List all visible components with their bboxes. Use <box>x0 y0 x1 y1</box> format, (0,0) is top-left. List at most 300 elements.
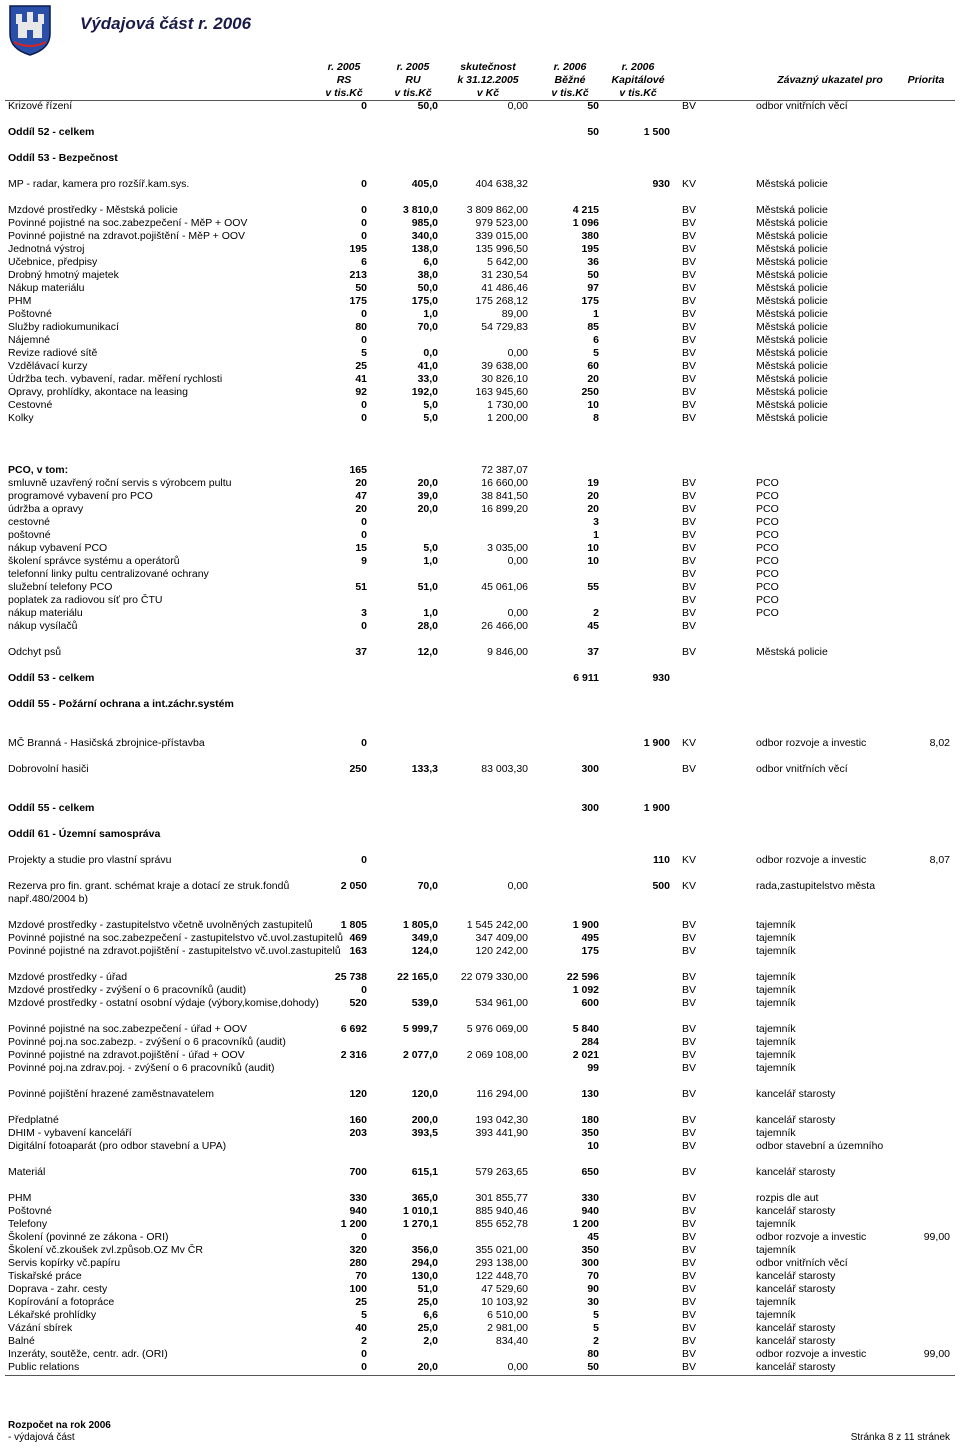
value-rs-2005: 0 <box>361 737 367 749</box>
value-rs-2005: 0 <box>361 1361 367 1373</box>
table-row <box>0 217 960 230</box>
expense-type: BV <box>682 347 697 359</box>
row-label: PHM <box>8 295 32 307</box>
expense-type: BV <box>682 1283 697 1295</box>
row-label: Kopírování a fotopráce <box>8 1296 115 1308</box>
value-rs-2005: 0 <box>361 529 367 541</box>
table-row <box>0 1244 960 1257</box>
value-rs-2005: 0 <box>361 1348 367 1360</box>
value-rs-2005: 70 <box>355 1270 367 1282</box>
value-capital-2006: 1 900 <box>643 737 670 749</box>
value-current-2006: 50 <box>587 100 599 112</box>
value-rs-2005: 25 738 <box>334 971 367 983</box>
row-label: Mzdové prostředky - zastupitelstvo včetně uvolněných zastupitelů <box>8 919 313 931</box>
table-row <box>0 1088 960 1101</box>
value-current-2006: 85 <box>587 321 599 333</box>
expense-type: BV <box>682 1218 697 1230</box>
value-ru-2005: 124,0 <box>411 945 438 957</box>
value-rs-2005: 37 <box>355 646 367 658</box>
expense-type: BV <box>682 295 697 307</box>
row-label: Balné <box>8 1335 35 1347</box>
expense-type: BV <box>682 412 697 424</box>
responsible-unit: tajemník <box>756 1127 796 1139</box>
value-ru-2005: 2 077,0 <box>402 1049 438 1061</box>
row-label: MP - radar, kamera pro rozšíř.kam.sys. <box>8 178 190 190</box>
value-current-2006: 350 <box>581 1127 599 1139</box>
responsible-unit: kancelář starosty <box>756 1088 836 1100</box>
row-label: Krizové řízení <box>8 100 73 112</box>
value-current-2006: 19 <box>587 477 599 489</box>
value-ru-2005: 3 810,0 <box>402 204 438 216</box>
row-label: Služby radiokumunikací <box>8 321 119 333</box>
value-capital-2006: 500 <box>652 880 670 892</box>
responsible-unit: Městská policie <box>756 334 828 346</box>
value-rs-2005: 5 <box>361 1309 367 1321</box>
value-current-2006: 350 <box>581 1244 599 1256</box>
value-current-2006: 650 <box>581 1166 599 1178</box>
responsible-unit: odbor vnitřních věcí <box>756 763 848 775</box>
responsible-unit: Městská policie <box>756 360 828 372</box>
expense-type: BV <box>682 386 697 398</box>
value-capital-2006: 1 900 <box>643 802 670 814</box>
row-label: PHM <box>8 1192 32 1204</box>
header-actual-2005: skutečnost k 31.12.2005 v Kč <box>457 61 519 99</box>
expense-type: BV <box>682 399 697 411</box>
value-rs-2005: 3 <box>361 607 367 619</box>
table-row <box>0 1062 960 1075</box>
value-current-2006: 50 <box>587 126 599 138</box>
value-rs-2005: 25 <box>355 360 367 372</box>
value-current-2006: 2 <box>593 607 599 619</box>
value-current-2006: 20 <box>587 490 599 502</box>
responsible-unit: tajemník <box>756 932 796 944</box>
table-row <box>0 282 960 295</box>
expense-type: BV <box>682 1348 697 1360</box>
expense-type: BV <box>682 997 697 1009</box>
value-ru-2005: 33,0 <box>417 373 438 385</box>
table-row <box>0 763 960 776</box>
expense-type: BV <box>682 1114 697 1126</box>
value-current-2006: 300 <box>581 1257 599 1269</box>
table-row <box>0 269 960 282</box>
responsible-unit: Městská policie <box>756 373 828 385</box>
table-row <box>0 360 960 373</box>
value-actual-2005: 404 638,32 <box>475 178 528 190</box>
responsible-unit: kancelář starosty <box>756 1270 836 1282</box>
priority-value: 99,00 <box>923 1231 950 1243</box>
responsible-unit: rada,zastupitelstvo města <box>756 880 876 892</box>
expense-type: BV <box>682 373 697 385</box>
responsible-unit: Městská policie <box>756 412 828 424</box>
value-ru-2005: 39,0 <box>417 490 438 502</box>
value-current-2006: 180 <box>581 1114 599 1126</box>
value-ru-2005: 1 805,0 <box>402 919 438 931</box>
value-ru-2005: 51,0 <box>417 581 438 593</box>
expense-type: BV <box>682 1088 697 1100</box>
row-label: Oddíl 53 - Bezpečnost <box>8 152 118 164</box>
value-rs-2005: 25 <box>355 1296 367 1308</box>
row-label: Mzdové prostředky - zvýšení o 6 pracovníků (audit) <box>8 984 247 996</box>
value-current-2006: 50 <box>587 1361 599 1373</box>
value-rs-2005: 520 <box>349 997 367 1009</box>
row-label: nákup materiálu <box>8 607 83 619</box>
expense-type: BV <box>682 1257 697 1269</box>
value-ru-2005: 0,0 <box>423 347 438 359</box>
value-ru-2005: 6,6 <box>423 1309 438 1321</box>
expense-type: BV <box>682 1231 697 1243</box>
value-ru-2005: 41,0 <box>417 360 438 372</box>
value-actual-2005: 1 200,00 <box>487 412 528 424</box>
value-rs-2005: 280 <box>349 1257 367 1269</box>
value-rs-2005: 0 <box>361 412 367 424</box>
row-label: DHIM - vybavení kanceláří <box>8 1127 132 1139</box>
value-actual-2005: 2 069 108,00 <box>466 1049 528 1061</box>
table-row <box>0 1361 960 1374</box>
row-label: Učebnice, předpisy <box>8 256 98 268</box>
value-current-2006: 5 <box>593 1322 599 1334</box>
value-ru-2005: 5,0 <box>423 542 438 554</box>
value-actual-2005: 2 981,00 <box>487 1322 528 1334</box>
row-label: nákup vysílačů <box>8 620 78 632</box>
value-current-2006: 99 <box>587 1062 599 1074</box>
value-ru-2005: 200,0 <box>411 1114 438 1126</box>
value-capital-2006: 1 500 <box>643 126 670 138</box>
responsible-unit: tajemník <box>756 945 796 957</box>
responsible-unit: PCO <box>756 607 779 619</box>
header-priority: Priorita <box>907 74 945 86</box>
value-actual-2005: 301 855,77 <box>475 1192 528 1204</box>
table-row <box>0 542 960 555</box>
value-current-2006: 22 596 <box>566 971 599 983</box>
value-ru-2005: 138,0 <box>411 243 438 255</box>
table-row <box>0 997 960 1010</box>
table-row <box>0 893 960 906</box>
row-label: Nákup materiálu <box>8 282 85 294</box>
value-current-2006: 495 <box>581 932 599 944</box>
value-ru-2005: 1 270,1 <box>402 1218 438 1230</box>
responsible-unit: tajemník <box>756 1049 796 1061</box>
value-rs-2005: 0 <box>361 984 367 996</box>
value-current-2006: 600 <box>581 997 599 1009</box>
responsible-unit: Městská policie <box>756 256 828 268</box>
expense-type: BV <box>682 984 697 996</box>
value-ru-2005: 25,0 <box>417 1322 438 1334</box>
table-row <box>0 620 960 633</box>
value-actual-2005: 885 940,46 <box>475 1205 528 1217</box>
value-actual-2005: 0,00 <box>507 100 528 112</box>
value-ru-2005: 5,0 <box>423 399 438 411</box>
value-current-2006: 1 <box>593 308 599 320</box>
value-ru-2005: 130,0 <box>411 1270 438 1282</box>
value-current-2006: 10 <box>587 555 599 567</box>
expense-type: BV <box>682 581 697 593</box>
responsible-unit: odbor rozvoje a investic <box>756 1348 867 1360</box>
responsible-unit: PCO <box>756 477 779 489</box>
responsible-unit: Městská policie <box>756 321 828 333</box>
responsible-unit: odbor vnitřních věcí <box>756 100 848 112</box>
responsible-unit: tajemník <box>756 1296 796 1308</box>
value-ru-2005: 1 010,1 <box>402 1205 438 1217</box>
row-label: Oddíl 55 - celkem <box>8 802 95 814</box>
value-ru-2005: 51,0 <box>417 1283 438 1295</box>
responsible-unit: odbor stavební a územního <box>756 1140 884 1152</box>
value-ru-2005: 22 165,0 <box>397 971 438 983</box>
row-label: Povinné pojistné na zdravot.pojištění - úřad + OOV <box>8 1049 245 1061</box>
row-label: Školení vč.zkoušek zvl.způsob.OZ Mv ČR <box>8 1244 203 1256</box>
value-actual-2005: 9 846,00 <box>487 646 528 658</box>
row-label: Oddíl 61 - Územní samospráva <box>8 828 161 840</box>
value-ru-2005: 5 999,7 <box>402 1023 438 1035</box>
value-ru-2005: 12,0 <box>417 646 438 658</box>
value-current-2006: 300 <box>581 763 599 775</box>
table-row <box>0 243 960 256</box>
value-actual-2005: 83 003,30 <box>481 763 528 775</box>
row-label: Oddíl 52 - celkem <box>8 126 95 138</box>
row-label: Telefony <box>8 1218 48 1230</box>
table-row <box>0 698 960 711</box>
value-rs-2005: 2 050 <box>340 880 367 892</box>
row-label: Vázání sbírek <box>8 1322 73 1334</box>
value-current-2006: 20 <box>587 503 599 515</box>
responsible-unit: PCO <box>756 568 779 580</box>
responsible-unit: tajemník <box>756 1218 796 1230</box>
row-label: Inzeráty, soutěže, centr. adr. (ORI) <box>8 1348 168 1360</box>
value-actual-2005: 45 061,06 <box>481 581 528 593</box>
value-actual-2005: 30 826,10 <box>481 373 528 385</box>
value-actual-2005: 979 523,00 <box>475 217 528 229</box>
row-label: Povinné poj.na zdrav.poj. - zvýšení o 6 pracovníků (audit) <box>8 1062 275 1074</box>
expense-type: BV <box>682 932 697 944</box>
value-ru-2005: 50,0 <box>417 100 438 112</box>
table-row <box>0 919 960 932</box>
header-capital-2006: r. 2006 Kapitálové v tis.Kč <box>611 61 665 99</box>
row-label: Oddíl 55 - Požární ochrana a int.záchr.systém <box>8 698 234 710</box>
value-actual-2005: 1 545 242,00 <box>466 919 528 931</box>
expense-type: BV <box>682 646 697 658</box>
expense-type: BV <box>682 607 697 619</box>
responsible-unit: tajemník <box>756 919 796 931</box>
responsible-unit: Městská policie <box>756 646 828 658</box>
value-rs-2005: 5 <box>361 347 367 359</box>
value-current-2006: 1 <box>593 529 599 541</box>
expense-type: KV <box>682 880 697 892</box>
responsible-unit: kancelář starosty <box>756 1205 836 1217</box>
value-rs-2005: 2 316 <box>340 1049 367 1061</box>
value-rs-2005: 469 <box>349 932 367 944</box>
value-current-2006: 55 <box>587 581 599 593</box>
value-ru-2005: 1,0 <box>423 607 438 619</box>
value-ru-2005: 175,0 <box>411 295 438 307</box>
value-rs-2005: 80 <box>355 321 367 333</box>
expense-type: BV <box>682 282 697 294</box>
table-row <box>0 1192 960 1205</box>
expense-type: BV <box>682 1296 697 1308</box>
value-actual-2005: 5 976 069,00 <box>466 1023 528 1035</box>
value-rs-2005: 100 <box>349 1283 367 1295</box>
value-rs-2005: 6 <box>361 256 367 268</box>
row-label: Tiskařské práce <box>8 1270 82 1282</box>
table-row <box>0 126 960 139</box>
value-current-2006: 37 <box>587 646 599 658</box>
value-rs-2005: 0 <box>361 854 367 866</box>
expense-type: BV <box>682 1166 697 1178</box>
responsible-unit: PCO <box>756 503 779 515</box>
value-rs-2005: 9 <box>361 555 367 567</box>
table-row <box>0 399 960 412</box>
expense-type: BV <box>682 620 697 632</box>
table-row <box>0 828 960 841</box>
value-rs-2005: 213 <box>349 269 367 281</box>
value-ru-2005: 5,0 <box>423 412 438 424</box>
expense-type: KV <box>682 854 697 866</box>
responsible-unit: tajemník <box>756 997 796 1009</box>
table-row <box>0 386 960 399</box>
row-label: Školení (povinné ze zákona - ORI) <box>8 1231 169 1243</box>
value-rs-2005: 0 <box>361 399 367 411</box>
row-label: PCO, v tom: <box>8 464 69 476</box>
table-row <box>0 672 960 685</box>
expense-type: BV <box>682 321 697 333</box>
expense-type: BV <box>682 516 697 528</box>
value-ru-2005: 294,0 <box>411 1257 438 1269</box>
responsible-unit: rozpis dle aut <box>756 1192 819 1204</box>
value-actual-2005: 393 441,90 <box>475 1127 528 1139</box>
expense-type: BV <box>682 490 697 502</box>
table-row <box>0 308 960 321</box>
value-current-2006: 175 <box>581 945 599 957</box>
value-actual-2005: 293 138,00 <box>475 1257 528 1269</box>
value-rs-2005: 0 <box>361 620 367 632</box>
expense-type: BV <box>682 1309 697 1321</box>
value-current-2006: 5 <box>593 1309 599 1321</box>
row-label: Poštovné <box>8 1205 52 1217</box>
value-actual-2005: 39 638,00 <box>481 360 528 372</box>
table-row <box>0 1166 960 1179</box>
value-actual-2005: 339 015,00 <box>475 230 528 242</box>
responsible-unit: odbor rozvoje a investic <box>756 1231 867 1243</box>
value-current-2006: 10 <box>587 542 599 554</box>
value-actual-2005: 72 387,07 <box>481 464 528 476</box>
value-actual-2005: 5 642,00 <box>487 256 528 268</box>
responsible-unit: Městská policie <box>756 217 828 229</box>
table-row <box>0 1205 960 1218</box>
value-ru-2005: 192,0 <box>411 386 438 398</box>
row-label: Cestovné <box>8 399 53 411</box>
responsible-unit: Městská policie <box>756 399 828 411</box>
value-current-2006: 2 021 <box>572 1049 599 1061</box>
table-row <box>0 1023 960 1036</box>
value-rs-2005: 0 <box>361 100 367 112</box>
table-row <box>0 1036 960 1049</box>
value-ru-2005: 365,0 <box>411 1192 438 1204</box>
table-row <box>0 880 960 893</box>
value-current-2006: 250 <box>581 386 599 398</box>
row-label: Povinné pojistné na soc.zabezpečení - MěP + OOV <box>8 217 248 229</box>
expense-type: BV <box>682 971 697 983</box>
responsible-unit: tajemník <box>756 1023 796 1035</box>
value-rs-2005: 0 <box>361 308 367 320</box>
row-label: Povinné pojistné na zdravot.pojištění - MěP + OOV <box>8 230 246 242</box>
value-current-2006: 1 092 <box>572 984 599 996</box>
responsible-unit: Městská policie <box>756 282 828 294</box>
expense-type: BV <box>682 477 697 489</box>
value-rs-2005: 165 <box>349 464 367 476</box>
value-actual-2005: 355 021,00 <box>475 1244 528 1256</box>
table-row <box>0 295 960 308</box>
value-rs-2005: 940 <box>349 1205 367 1217</box>
value-current-2006: 330 <box>581 1192 599 1204</box>
expense-type: KV <box>682 737 697 749</box>
value-rs-2005: 330 <box>349 1192 367 1204</box>
value-actual-2005: 16 899,20 <box>481 503 528 515</box>
value-current-2006: 4 215 <box>572 204 599 216</box>
value-actual-2005: 0,00 <box>507 347 528 359</box>
expense-type: BV <box>682 230 697 242</box>
table-row <box>0 100 960 113</box>
expense-type: BV <box>682 568 697 580</box>
responsible-unit: tajemník <box>756 1244 796 1256</box>
row-label: Vzdělávací kurzy <box>8 360 88 372</box>
value-rs-2005: 0 <box>361 334 367 346</box>
row-label: Rezerva pro fin. grant. schémat kraje a dotací ze struk.fondů <box>8 880 290 892</box>
responsible-unit: PCO <box>756 529 779 541</box>
row-label: Revize radiové sítě <box>8 347 98 359</box>
row-label: Mzdové prostředky - úřad <box>8 971 128 983</box>
table-row <box>0 568 960 581</box>
value-ru-2005: 6,0 <box>423 256 438 268</box>
value-current-2006: 60 <box>587 360 599 372</box>
value-rs-2005: 20 <box>355 477 367 489</box>
value-capital-2006: 930 <box>652 672 670 684</box>
value-current-2006: 940 <box>581 1205 599 1217</box>
table-row <box>0 1114 960 1127</box>
responsible-unit: odbor vnitřních věcí <box>756 1257 848 1269</box>
row-label: Public relations <box>8 1361 80 1373</box>
value-actual-2005: 6 510,00 <box>487 1309 528 1321</box>
row-label: Digitální fotoaparát (pro odbor stavební a UPA) <box>8 1140 227 1152</box>
value-current-2006: 1 900 <box>572 919 599 931</box>
priority-value: 99,00 <box>923 1348 950 1360</box>
table-row <box>0 1283 960 1296</box>
value-current-2006: 50 <box>587 269 599 281</box>
expense-type: BV <box>682 243 697 255</box>
responsible-unit: kancelář starosty <box>756 1114 836 1126</box>
value-ru-2005: 1,0 <box>423 555 438 567</box>
row-label: Mzdové prostředky - Městská policie <box>8 204 178 216</box>
responsible-unit: odbor rozvoje a investic <box>756 854 867 866</box>
value-actual-2005: 10 103,92 <box>481 1296 528 1308</box>
value-ru-2005: 349,0 <box>411 932 438 944</box>
footer-left: Rozpočet na rok 2006 - výdajová část <box>8 1420 111 1443</box>
expense-type: BV <box>682 555 697 567</box>
table-row <box>0 373 960 386</box>
row-label: MČ Branná - Hasičská zbrojnice-přístavba <box>8 737 205 749</box>
responsible-unit: Městská policie <box>756 230 828 242</box>
responsible-unit: Městská policie <box>756 243 828 255</box>
responsible-unit: Městská policie <box>756 386 828 398</box>
table-row <box>0 529 960 542</box>
table-row <box>0 802 960 815</box>
expense-type: BV <box>682 308 697 320</box>
value-rs-2005: 0 <box>361 230 367 242</box>
value-ru-2005: 356,0 <box>411 1244 438 1256</box>
value-current-2006: 284 <box>581 1036 599 1048</box>
table-row <box>0 321 960 334</box>
expense-type: BV <box>682 1140 697 1152</box>
responsible-unit: tajemník <box>756 1062 796 1074</box>
value-actual-2005: 163 945,60 <box>475 386 528 398</box>
expense-type: BV <box>682 334 697 346</box>
